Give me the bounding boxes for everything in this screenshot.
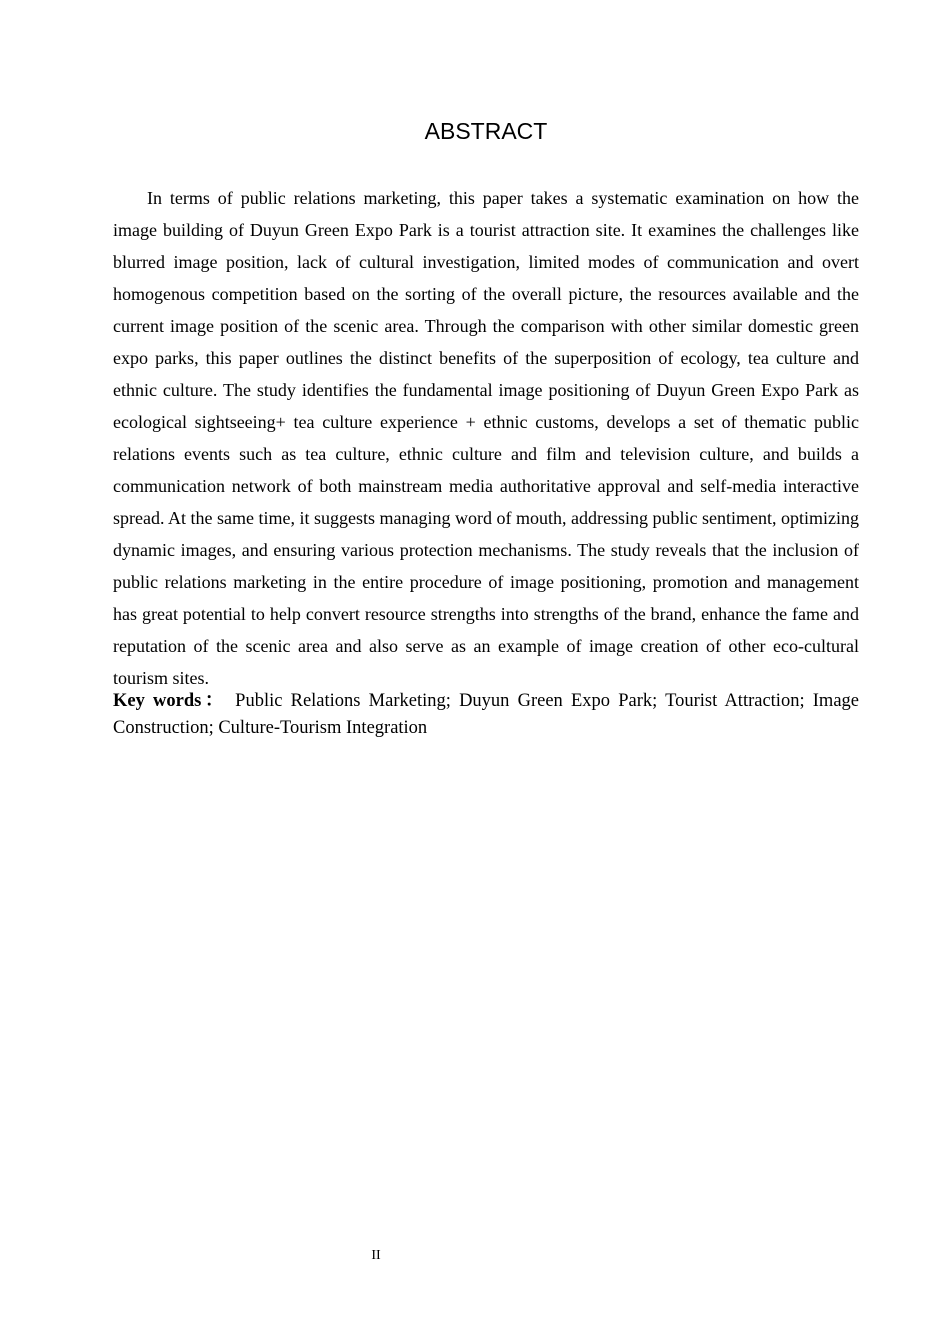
keywords-line — [113, 688, 859, 742]
keywords-label: Key words： — [113, 691, 227, 711]
abstract-title: ABSTRACT — [424, 118, 548, 144]
page-number: II — [371, 1248, 381, 1263]
keywords-text: Public Relations Marketing; Duyun Green Expo Park; Tourist Attraction; Image Construction; Culture-Tourism Integration — [113, 691, 859, 738]
abstract-paragraph: In terms of public relations marketing, this paper takes a systematic examination on how the image building of Duyun Green Expo Park is a tourist attraction site. It examines the challenges like blurred image position, lack of cultural investigation, limited modes of communication and overt homogenous competition based on the sorting of the overall picture, the resources available and the current image position of the scenic area. Through the comparison with other similar domestic green expo parks, this paper outlines the distinct benefits of the superposition of ecology, tea culture and ethnic culture. The study identifies the fundamental image positioning of Duyun Green Expo Park as ecological sightseeing+ tea culture experience + ethnic customs, develops a set of thematic public relations events such as tea culture, ethnic culture and film and television culture, and builds a communication network of both mainstream media authoritative approval and self-media interactive spread. At the same time, it suggests managing word of mouth, addressing public sentiment, optimizing dynamic images, and ensuring various protection mechanisms. The study reveals that the inclusion of public relations marketing in the entire procedure of image positioning, promotion and management has great potential to help convert resource strengths into strengths of the brand, enhance the fame and reputation of the scenic area and also serve as an example of image creation of other eco-cultural tourism sites. — [113, 188, 859, 688]
